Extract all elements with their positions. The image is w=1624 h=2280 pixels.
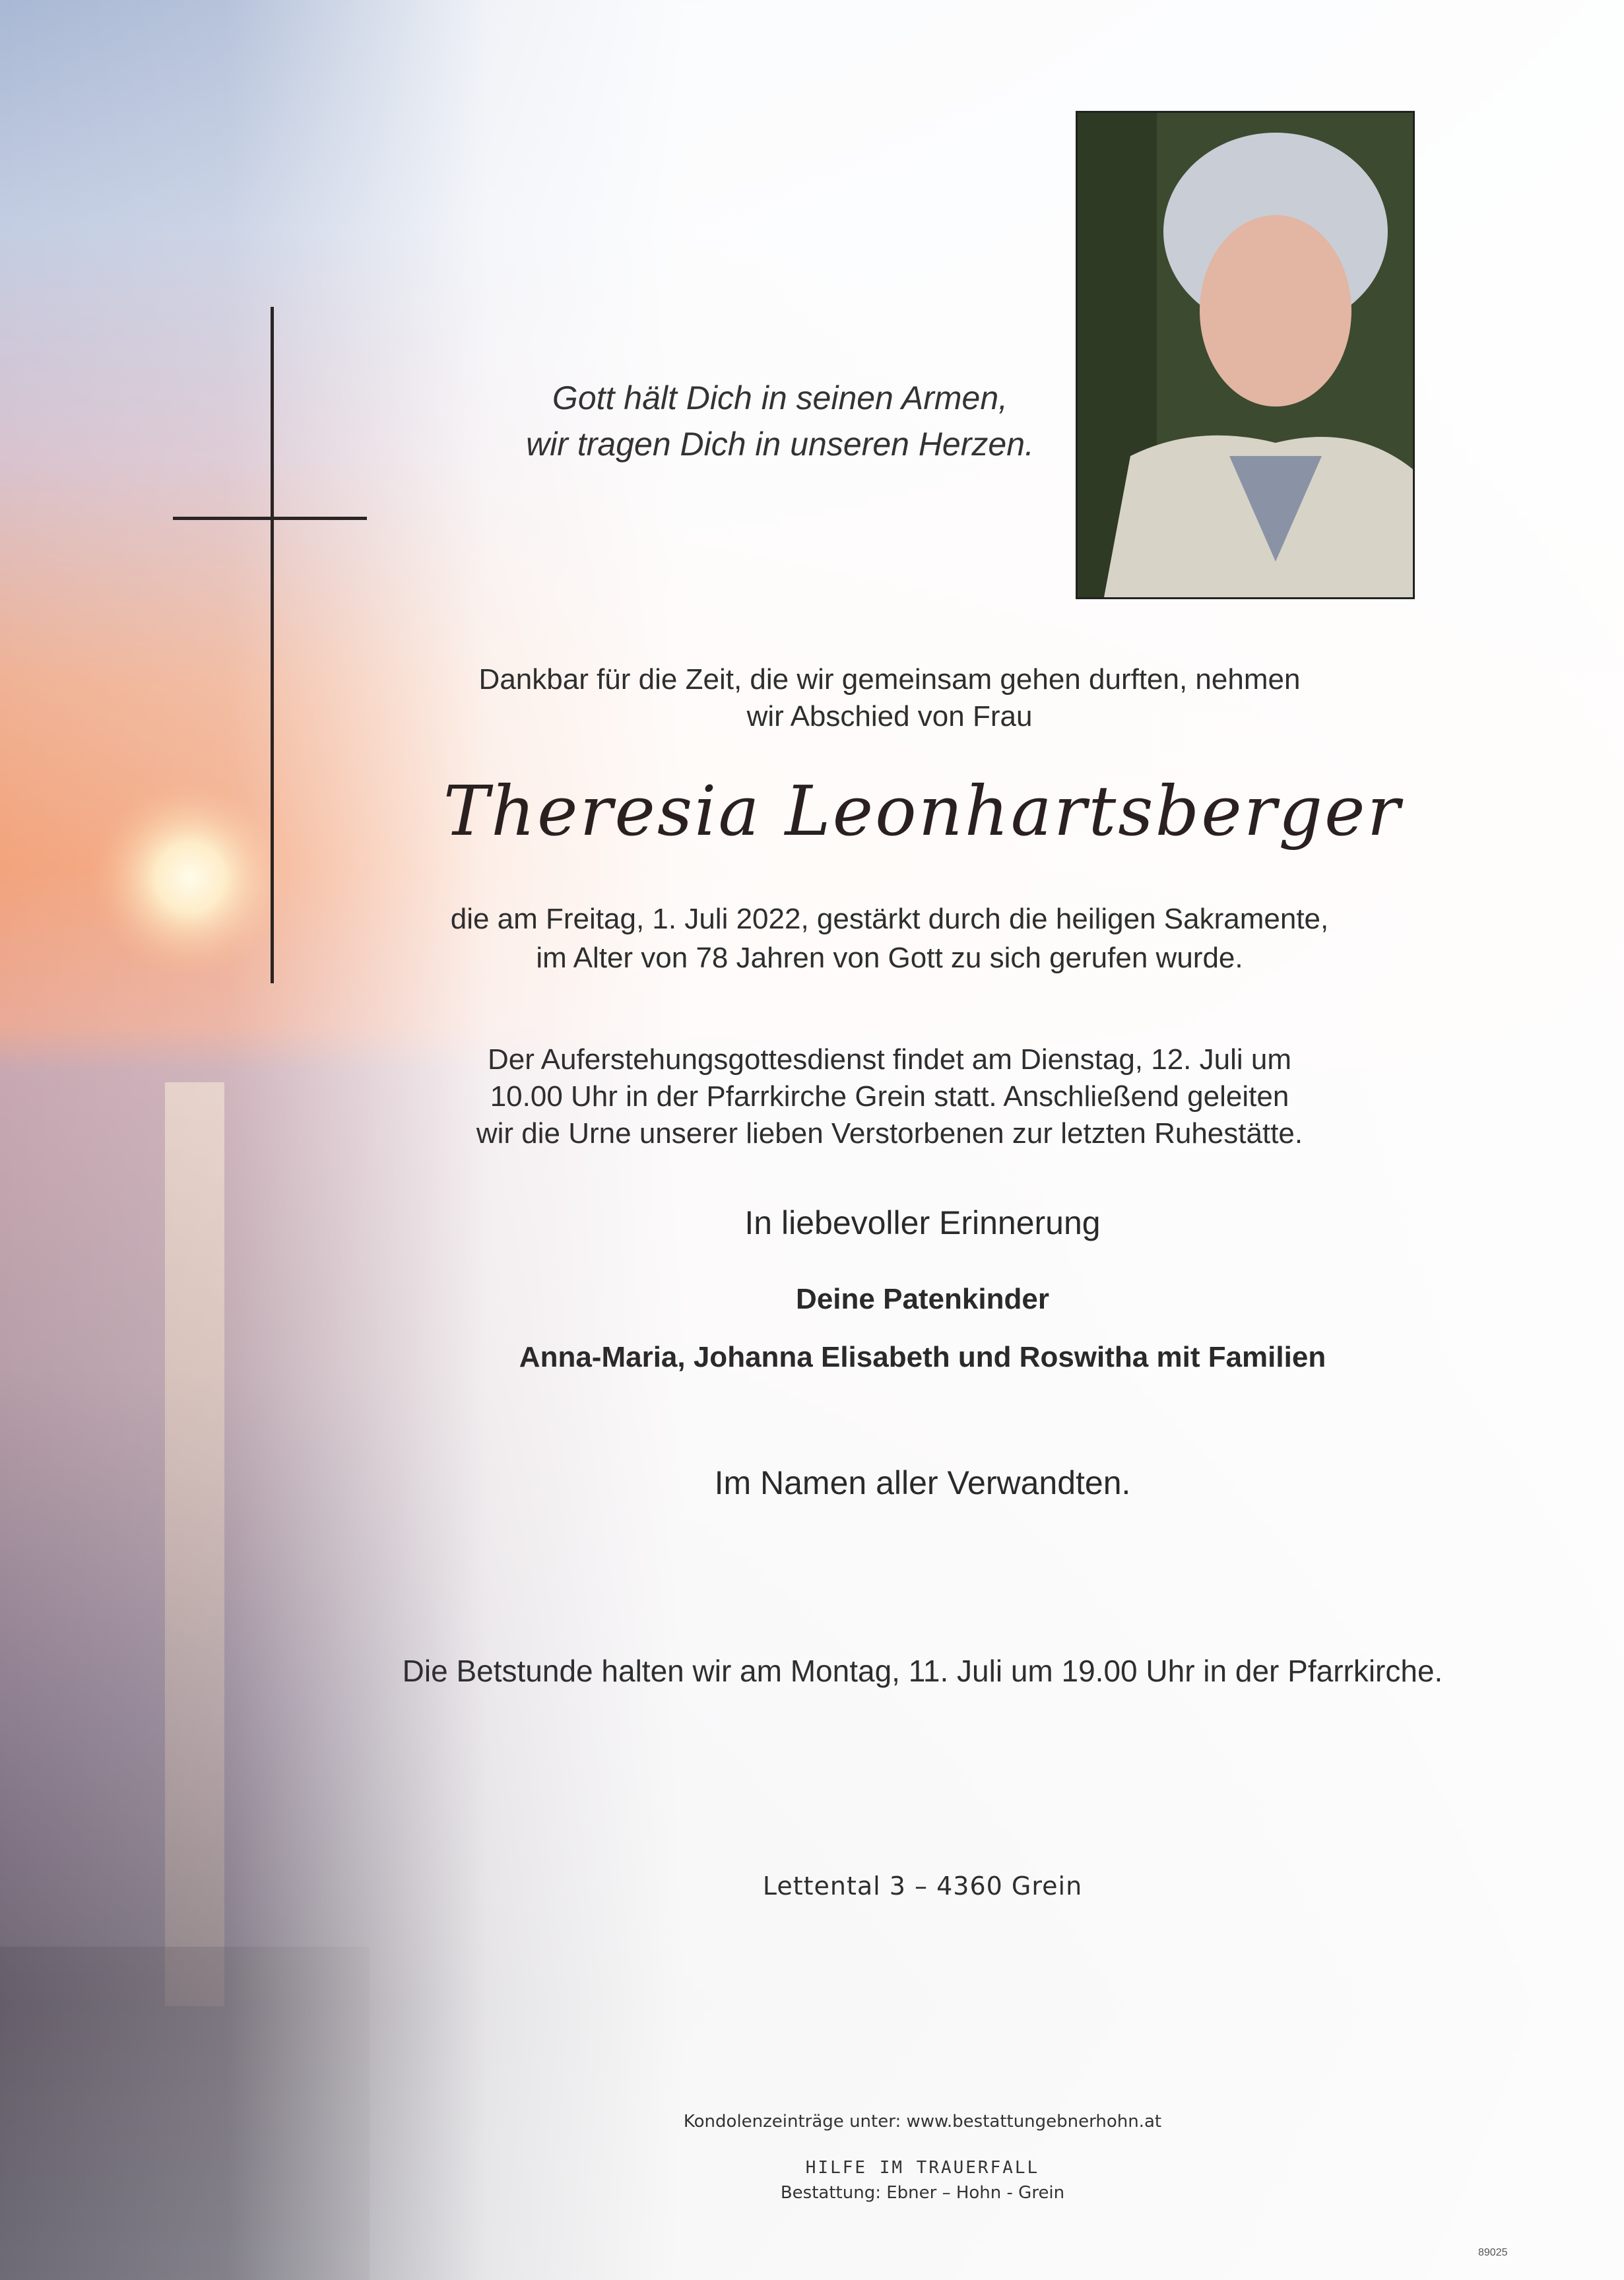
portrait-photo — [1076, 111, 1415, 599]
memory-line: In liebevoller Erinnerung — [744, 1204, 1101, 1241]
death-line-2: im Alter von 78 Jahren von Gott zu sich gerufen wurde. — [536, 942, 1243, 974]
godchildren-heading: Deine Patenkinder — [796, 1283, 1049, 1315]
deceased-name: Theresia Leonhartsberger — [443, 771, 1402, 851]
prayer-hour: Die Betstunde halten wir am Montag, 11. Juli um 19.00 Uhr in der Pfarrkirche. — [402, 1654, 1443, 1688]
cross-horizontal-bar — [173, 517, 367, 520]
relatives-line: Im Namen aller Verwandten. — [714, 1464, 1131, 1501]
quote-line-2: wir tragen Dich in unseren Herzen. — [526, 426, 1034, 463]
death-line-1: die am Freitag, 1. Juli 2022, gestärkt durch die heiligen Sakramente, — [450, 903, 1329, 935]
address: Lettental 3 – 4360 Grein — [762, 1872, 1083, 1901]
service-line-2: 10.00 Uhr in der Pfarrkirche Grein statt. Anschließend geleiten — [490, 1080, 1289, 1113]
godchildren-names: Anna-Maria, Johanna Elisabeth und Roswitha mit Familien — [519, 1341, 1326, 1373]
service-line-1: Der Auferstehungsgottesdienst findet am Dienstag, 12. Juli um — [487, 1043, 1291, 1076]
service-line-3: wir die Urne unserer lieben Verstorbenen zur letzten Ruhestätte. — [476, 1117, 1303, 1150]
condolence-info: Kondolenzeinträge unter: www.bestattungebnerhohn.at — [683, 2112, 1162, 2132]
undertaker: Bestattung: Ebner – Hohn - Grein — [780, 2183, 1065, 2203]
help-heading: HILFE IM TRAUERFALL — [805, 2158, 1040, 2178]
intro-line-1: Dankbar für die Zeit, die wir gemeinsam gehen durften, nehmen — [478, 663, 1301, 696]
print-code: 89025 — [1478, 2247, 1508, 2258]
quote-line-1: Gott hält Dich in seinen Armen, — [552, 379, 1008, 416]
intro-line-2: wir Abschied von Frau — [746, 700, 1033, 733]
cross-vertical-bar — [271, 307, 274, 983]
